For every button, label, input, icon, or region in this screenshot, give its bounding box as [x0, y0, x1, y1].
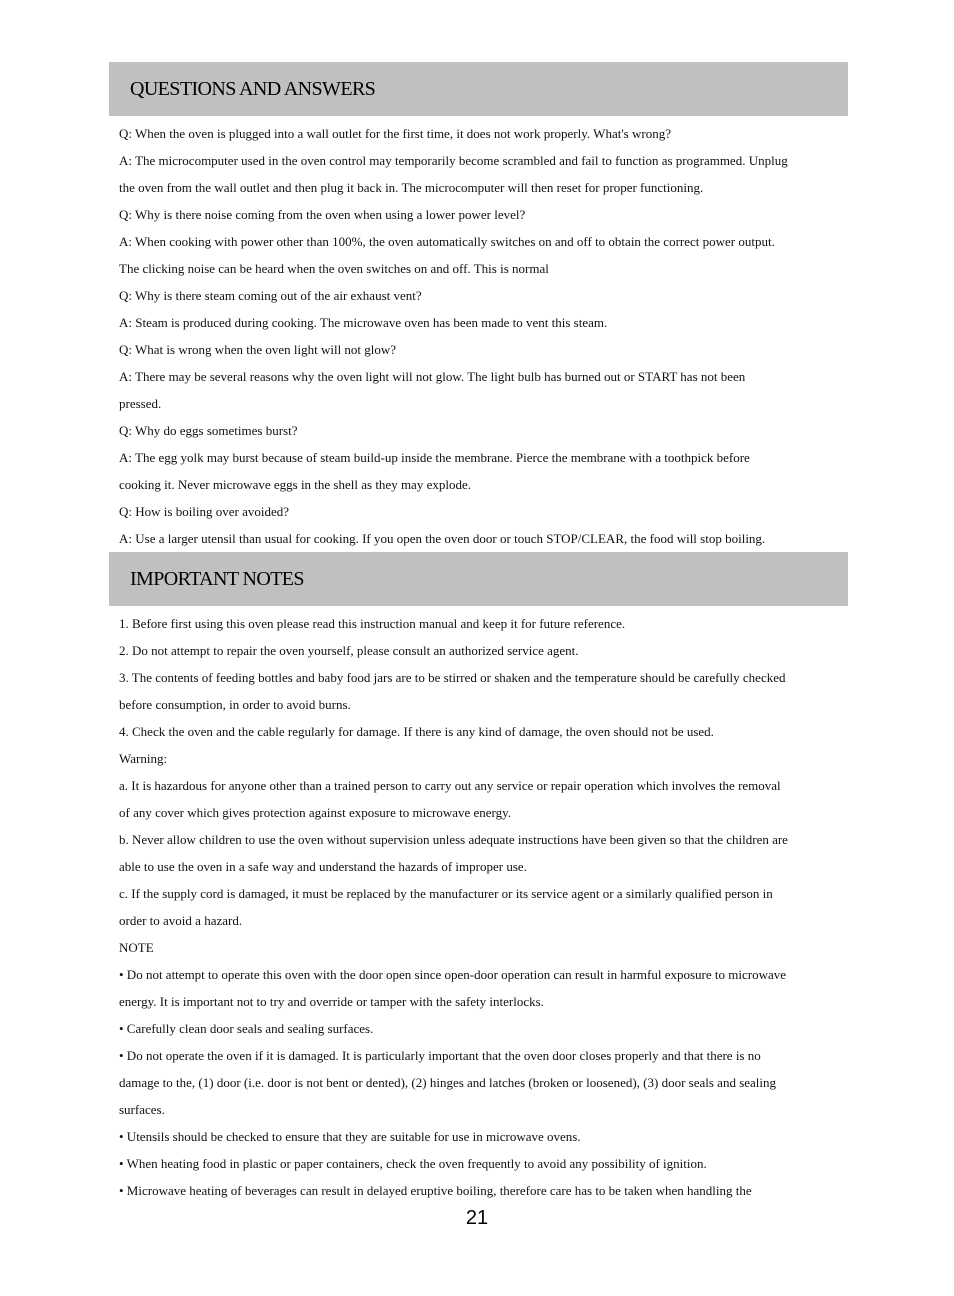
- text-line: A: There may be several reasons why the oven light will not glow. The light bulb has burned out or START has not been: [119, 369, 746, 384]
- text-line: A: Steam is produced during cooking. The microwave oven has been made to vent this steam.: [119, 315, 608, 330]
- manual-page: [109, 62, 848, 1204]
- text-line: order to avoid a hazard.: [119, 913, 243, 928]
- text-line: energy. It is important not to try and override or tamper with the safety interlocks.: [119, 994, 544, 1009]
- text-line: Q: How is boiling over avoided?: [119, 504, 290, 519]
- text-line: a. It is hazardous for anyone other than a trained person to carry out any service or repair operation which involves the removal: [119, 778, 781, 793]
- text-line: A: When cooking with power other than 100%, the oven automatically switches on and off to obtain the correct power output.: [119, 234, 775, 249]
- text-line: 3. The contents of feeding bottles and baby food jars are to be stirred or shaken and the temperature should be carefully checked: [119, 670, 786, 685]
- notes-text-block: [109, 606, 848, 1204]
- section-title: IMPORTANT NOTES: [130, 567, 304, 590]
- text-line: Warning:: [119, 751, 168, 766]
- text-line: pressed.: [119, 396, 162, 411]
- text-line: • Do not operate the oven if it is damaged. It is particularly important that the oven door closes properly and that there is no: [119, 1048, 761, 1063]
- text-line: c. If the supply cord is damaged, it must be replaced by the manufacturer or its service agent or a similarly qualified person in: [119, 886, 773, 901]
- text-line: 1. Before first using this oven please read this instruction manual and keep it for future reference.: [119, 616, 626, 631]
- section-title: QUESTIONS AND ANSWERS: [130, 77, 376, 100]
- text-line: able to use the oven in a safe way and understand the hazards of improper use.: [119, 859, 527, 874]
- text-line: NOTE: [119, 940, 154, 955]
- text-line: • Carefully clean door seals and sealing surfaces.: [119, 1021, 374, 1036]
- text-line: before consumption, in order to avoid burns.: [119, 697, 351, 712]
- text-line: of any cover which gives protection against exposure to microwave energy.: [119, 805, 512, 820]
- text-line: 4. Check the oven and the cable regularly for damage. If there is any kind of damage, the oven should not be used.: [119, 724, 714, 739]
- section-header: [109, 552, 848, 606]
- text-line: surfaces.: [119, 1102, 165, 1117]
- section-header: [109, 62, 848, 116]
- text-line: b. Never allow children to use the oven without supervision unless adequate instructions have been given so that the children are: [119, 832, 788, 847]
- text-line: Q: Why do eggs sometimes burst?: [119, 423, 298, 438]
- text-line: Q: When the oven is plugged into a wall outlet for the first time, it does not work properly. What's wrong?: [119, 126, 671, 141]
- text-line: cooking it. Never microwave eggs in the shell as they may explode.: [119, 477, 471, 492]
- text-line: A: The microcomputer used in the oven control may temporarily become scrambled and fail to function as programmed. Unplug: [119, 153, 788, 168]
- page-number: 21: [465, 1207, 489, 1229]
- text-line: The clicking noise can be heard when the oven switches on and off. This is normal: [119, 261, 549, 276]
- questions-and-answers-section: [109, 62, 848, 552]
- text-line: • Utensils should be checked to ensure that they are suitable for use in microwave ovens.: [119, 1129, 581, 1144]
- qa-text-block: [109, 116, 848, 552]
- text-line: 2. Do not attempt to repair the oven yourself, please consult an authorized service agent.: [119, 643, 579, 658]
- important-notes-section: [109, 552, 848, 1204]
- text-line: Q: Why is there steam coming out of the air exhaust vent?: [119, 288, 422, 303]
- text-line: A: The egg yolk may burst because of steam build-up inside the membrane. Pierce the membrane with a toothpick before: [119, 450, 750, 465]
- text-line: • When heating food in plastic or paper containers, check the oven frequently to avoid any possibility of ignition.: [119, 1156, 707, 1171]
- text-line: • Do not attempt to operate this oven with the door open since open-door operation can result in harmful exposure to microwave: [119, 967, 787, 982]
- text-line: damage to the, (1) door (i.e. door is not bent or dented), (2) hinges and latches (broken or loosened), (3) door seals and sealing: [119, 1075, 777, 1090]
- text-line: A: Use a larger utensil than usual for cooking. If you open the oven door or touch STOP/CLEAR, the food will stop boiling.: [119, 531, 766, 546]
- text-line: • Microwave heating of beverages can result in delayed eruptive boiling, therefore care has to be taken when handling the: [119, 1183, 752, 1198]
- text-line: Q: Why is there noise coming from the oven when using a lower power level?: [119, 207, 526, 222]
- text-line: Q: What is wrong when the oven light will not glow?: [119, 342, 397, 357]
- text-line: the oven from the wall outlet and then plug it back in. The microcomputer will then reset for proper functioning.: [119, 180, 704, 195]
